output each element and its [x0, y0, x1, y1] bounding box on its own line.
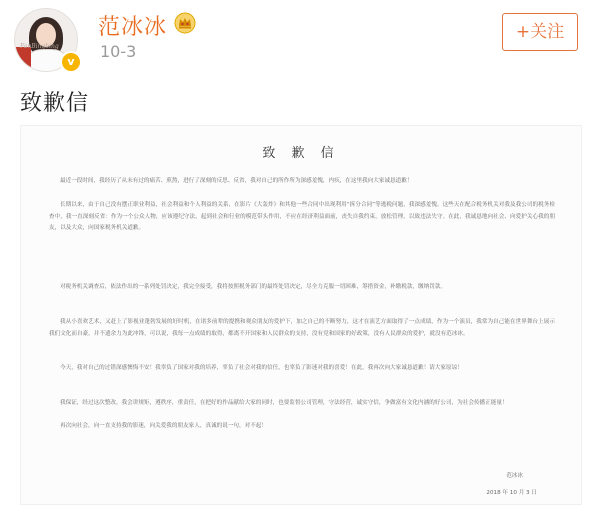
letter-title: 致 歉 信 [262, 146, 340, 161]
post-time[interactable]: 10-3 [100, 42, 137, 61]
letter-paragraph: 我从小喜欢艺术，又赶上了影视业蓬勃发展的好时机，在诸多前辈的提携和观众朋友的爱护下，加之自己的不断努力，这才在演艺方面取得了一点成绩，作为一个演员，我常为自己能在世界舞台上展示我们文化而自豪，并不遗余力为此冲锋，可以说，我每一点成绩的取得，都离不开国家和人民群众的支持，没有党和国家的好政策，没有人民群众的爱护，就没有范冰冰。 [49, 319, 555, 337]
letter-paragraph: 我保证，经过这次整改，我会讲规矩，遵秩序，重责任，在把好的作品献给大家的同时，也要监督公司管理，守法经营，诚实守信，争做富有文化内涵的好公司，为社会传播正能量！ [60, 400, 508, 406]
letter-paragraph: 对税务机关调查后，依法作出的一系列处罚决定，我完全接受，我将按照税务部门的最终处罚决定，尽全力克服一切困难，筹措资金，补缴税款，缴纳罚款。 [60, 284, 446, 290]
letter-paragraph: 今天，我对自己的过错深感懊悔不安！我辜负了国家对我的培养，辜负了社会对我的信任，也辜负了影迷对我的喜爱！在此，我再次向大家诚恳道歉！请大家原谅！ [60, 365, 463, 371]
letter-paragraph: 再次向社会，向一直支持我的影迷，向关爱我的朋友家人，真诚的说一句，对不起！ [60, 423, 267, 429]
letter-signature: 范冰冰 [506, 473, 523, 479]
letter-paragraph: 最近一段时间，我经历了从未有过的痛苦、煎熬，进行了深刻的反思、反省，我对自己的所作所为深感羞愧，内疚，在这里我向大家诚恳道歉！ [60, 178, 413, 184]
letter-date: 2018 年 10 月 3 日 [486, 490, 537, 496]
letter-image[interactable] [20, 125, 582, 505]
verified-badge-icon: v [60, 51, 82, 73]
avatar-red-accent [15, 47, 31, 72]
follow-button[interactable]: +关注 [502, 13, 578, 51]
avatar-caption: FanBingbing [20, 43, 59, 50]
vip-crown-icon [174, 12, 196, 34]
post-headline: 致歉信 [20, 91, 90, 116]
letter-paragraph: 长期以来，由于自己没有摆正职业利益，社会利益和个人利益的关系，在影片《大轰炸》和其他一些合同中出现利用“拆分合同”等逃税问题，我深感羞愧。这些天在配合税务机关对我及我公司的税务检查中，我一直深刻反省：作为一个公众人物，应该遵纪守法，起到社会和行业的模范带头作用，不应在经济利益面前，丧失自我约束，放松管理，以致违法失守。在此，我诚恳地向社会、向爱护关心我的朋友，以及大众，向国家税务机关道歉。 [49, 202, 555, 232]
user-name[interactable]: 范冰冰 [98, 15, 168, 40]
